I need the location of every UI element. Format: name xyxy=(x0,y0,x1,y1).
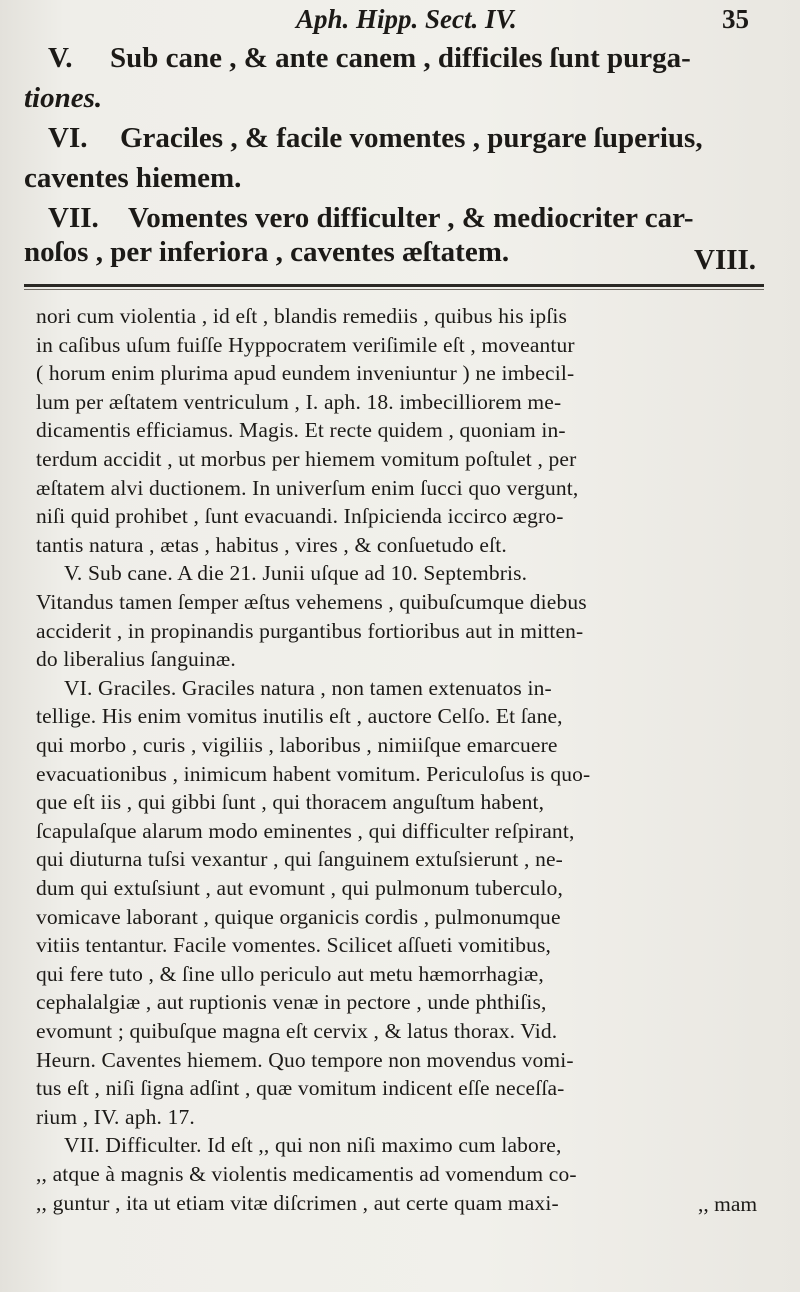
commentary-line: ſcapulaſque alarum modo eminentes , qui difficulter reſpirant, xyxy=(36,818,575,843)
commentary-line: tellige. His enim vomitus inutilis eſt , auctore Celſo. Et ſane, xyxy=(36,704,563,729)
page-number: 35 xyxy=(722,4,749,34)
commentary-line: rium , IV. aph. 17. xyxy=(36,1104,195,1129)
page-header xyxy=(0,4,800,40)
running-title: Aph. Hipp. Sect. IV. xyxy=(296,4,517,34)
commentary-line: dicamentis efficiamus. Magis. Et recte quidem , quoniam in- xyxy=(36,418,566,443)
separator-rule-thin xyxy=(24,289,764,290)
aphorism-7-line-1 xyxy=(48,202,694,235)
section-marker: VIII. xyxy=(694,244,757,276)
commentary-line: V. Sub cane. A die 21. Junii uſque ad 10. Septembris. xyxy=(64,561,528,586)
aphorism-text: Vomentes vero difficulter , & mediocriter car- xyxy=(128,202,694,234)
commentary-line: Vitandus tamen ſemper æſtus vehemens , quibuſcumque diebus xyxy=(36,590,587,614)
commentary-line: evacuationibus , inimicum habent vomitum. Periculoſus is quo- xyxy=(36,761,591,786)
separator-rule xyxy=(24,284,764,287)
commentary-line: tus eſt , niſi ſigna adſint , quæ vomitum indicent eſſe neceſſa- xyxy=(36,1076,565,1101)
aphorism-6-line-1 xyxy=(48,122,703,155)
commentary-line: do liberalius ſanguinæ. xyxy=(36,647,236,672)
commentary-line: cephalalgiæ , aut ruptionis venæ in pectore , unde phthiſis, xyxy=(36,990,547,1015)
commentary-line: ,, atque à magnis & violentis medicamentis ad vomendum co- xyxy=(36,1162,577,1186)
commentary-line: ,, guntur , ita ut etiam vitæ diſcrimen , aut certe quam maxi- xyxy=(36,1190,559,1215)
aphorism-5-line-1 xyxy=(48,42,691,75)
commentary-line: que eſt iis , qui gibbi ſunt , qui thoracem anguſtum habent, xyxy=(36,790,545,815)
commentary-line: VII. Difficulter. Id eſt ,, qui non niſi maximo cum labore, xyxy=(64,1133,562,1158)
commentary-line: qui diuturna tuſsi vexantur , qui ſanguinem extuſsierunt , ne- xyxy=(36,847,563,872)
aphorism-number: VI. xyxy=(48,122,88,154)
aphorism-7-line-2: noſos , per inferiora , caventes æſtatem. xyxy=(24,236,510,268)
aphorism-5-line-2: tiones. xyxy=(24,82,103,114)
commentary-line: nori cum violentia , id eſt , blandis remediis , quibus his ipſis xyxy=(36,304,568,328)
aphorism-text: Graciles , & facile vomentes , purgare ſuperius, xyxy=(120,122,703,154)
aphorism-number: VII. xyxy=(48,202,99,234)
commentary-line: niſi quid prohibet , ſunt evacuandi. Inſpicienda iccirco ægro- xyxy=(36,504,564,529)
commentary-line: VI. Graciles. Graciles natura , non tamen extenuatos in- xyxy=(64,675,552,700)
catchword: ,, mam xyxy=(698,1192,758,1216)
aphorism-text: Sub cane , & ante canem , difficiles ſunt purga- xyxy=(110,42,691,74)
commentary-line: qui fere tuto , & ſine ullo periculo aut metu hæmorrhagiæ, xyxy=(36,961,544,986)
commentary-line: evomunt ; quibuſque magna eſt cervix , & latus thorax. Vid. xyxy=(36,1019,558,1043)
commentary-line: acciderit , in propinandis purgantibus fortioribus aut in mitten- xyxy=(36,618,584,643)
commentary-line: dum qui extuſsiunt , aut evomunt , qui pulmonum tuberculo, xyxy=(36,876,564,900)
aphorism-number: V. xyxy=(48,42,73,74)
commentary-line: lum per æſtatem ventriculum , I. aph. 18. imbecilliorem me- xyxy=(36,389,562,414)
commentary-line: qui morbo , curis , vigiliis , laboribus , nimiiſque emarcuere xyxy=(36,733,558,757)
commentary-line: Heurn. Caventes hiemem. Quo tempore non movendus vomi- xyxy=(36,1047,574,1072)
commentary-line: terdum accidit , ut morbus per hiemem vomitum poſtulet , per xyxy=(36,447,577,471)
commentary-line: tantis natura , ætas , habitus , vires , & conſuetudo eſt. xyxy=(36,532,507,557)
commentary-line: in caſibus uſum fuiſſe Hyppocratem veriſimile eſt , moveantur xyxy=(36,332,575,357)
commentary-line: vitiis tentantur. Facile vomentes. Scilicet aſſueti vomitibus, xyxy=(36,933,552,958)
commentary-line: vomicave laborant , quique organicis cordis , pulmonumque xyxy=(36,904,561,929)
aphorism-6-line-2: caventes hiemem. xyxy=(24,162,242,194)
commentary-line: ( horum enim plurima apud eundem inveniuntur ) ne imbecil- xyxy=(36,361,575,386)
commentary-line: æſtatem alvi ductionem. In univerſum enim ſucci quo vergunt, xyxy=(36,475,579,500)
